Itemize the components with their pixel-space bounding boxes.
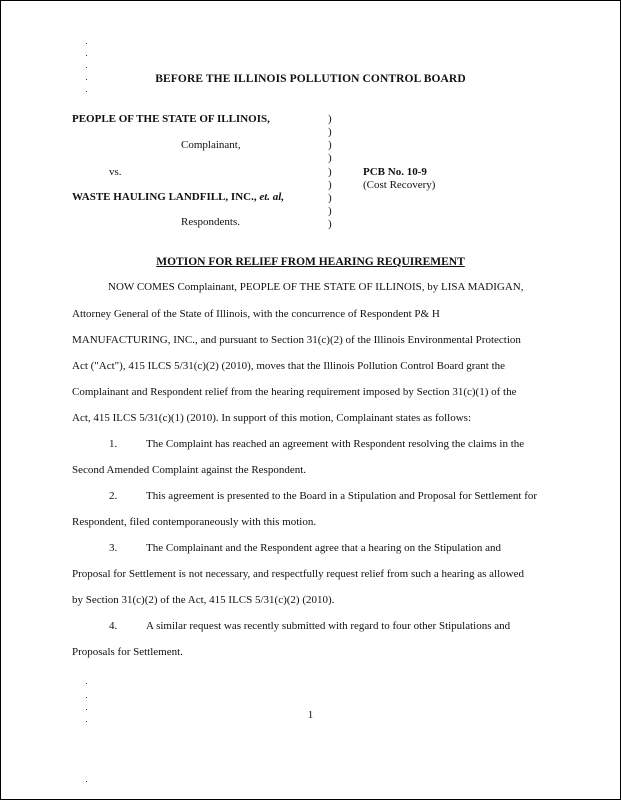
body-line: MANUFACTURING, INC., and pursuant to Section 31(c)(2) of the Illinois Environmental Protection: [72, 334, 521, 346]
paragraph-line: A similar request was recently submitted with regard to four other Stipulations and: [146, 620, 511, 632]
paragraph-number: 2.: [109, 490, 118, 502]
caption-paren: ): [328, 152, 332, 164]
caption-paren: ): [328, 218, 332, 230]
case-type: (Cost Recovery): [363, 179, 436, 191]
caption-paren: ): [328, 126, 332, 138]
motion-title: [1, 256, 620, 268]
body-line: Attorney General of the State of Illinois, with the concurrence of Respondent P& H: [72, 308, 440, 320]
caption-defendant-etal: et. al,: [259, 191, 285, 203]
court-heading: BEFORE THE ILLINOIS POLLUTION CONTROL BOARD: [155, 73, 466, 85]
paragraph-line: by Section 31(c)(2) of the Act, 415 ILCS 5/31(c)(2) (2010).: [72, 594, 335, 606]
paragraph-number: 1.: [109, 438, 118, 450]
caption-paren: ): [328, 192, 332, 204]
body-line: Complainant and Respondent relief from the hearing requirement imposed by Section 31(c)(1) of the: [72, 386, 517, 398]
case-number: PCB No. 10-9: [363, 166, 427, 178]
caption-paren: ): [328, 205, 332, 217]
caption-plaintiff: PEOPLE OF THE STATE OF ILLINOIS,: [72, 113, 270, 125]
body-line: NOW COMES Complainant, PEOPLE OF THE STATE OF ILLINOIS, by LISA MADIGAN,: [108, 281, 524, 293]
scan-artifact-dots-bottom: [86, 681, 88, 791]
paragraph-line: The Complaint has reached an agreement with Respondent resolving the claims in the: [146, 438, 525, 450]
scan-artifact-dots-top: [86, 41, 88, 101]
caption-complainant: Complainant,: [181, 139, 241, 151]
caption-defendant: [72, 191, 284, 203]
paragraph-line: This agreement is presented to the Board in a Stipulation and Proposal for Settlement for: [146, 490, 538, 502]
caption-vs: vs.: [109, 166, 122, 178]
page-number: 1: [307, 709, 314, 721]
body-line: Act, 415 ILCS 5/31(c)(1) (2010). In support of this motion, Complainant states as follows:: [72, 412, 472, 424]
caption-defendant-name: WASTE HAULING LANDFILL, INC.,: [72, 191, 257, 203]
paragraph-number: 4.: [109, 620, 118, 632]
paragraph-line: Proposal for Settlement is not necessary, and respectfully request relief from such a hearing as allowed: [72, 568, 524, 580]
caption-paren: ): [328, 113, 332, 125]
paragraph-line: Proposals for Settlement.: [72, 646, 183, 658]
paragraph-line: The Complainant and the Respondent agree that a hearing on the Stipulation and: [146, 542, 501, 554]
caption-paren: ): [328, 179, 332, 191]
motion-title-text: MOTION FOR RELIEF FROM HEARING REQUIREMENT: [156, 256, 465, 268]
caption-paren: ): [328, 139, 332, 151]
caption-respondents: Respondents.: [181, 216, 240, 228]
paragraph-line: Second Amended Complaint against the Respondent.: [72, 464, 307, 476]
paragraph-number: 3.: [109, 542, 118, 554]
paragraph-line: Respondent, filed contemporaneously with this motion.: [72, 516, 317, 528]
caption-paren: ): [328, 166, 332, 178]
body-line: Act ("Act"), 415 ILCS 5/31(c)(2) (2010), moves that the Illinois Pollution Control Board grant the: [72, 360, 506, 372]
